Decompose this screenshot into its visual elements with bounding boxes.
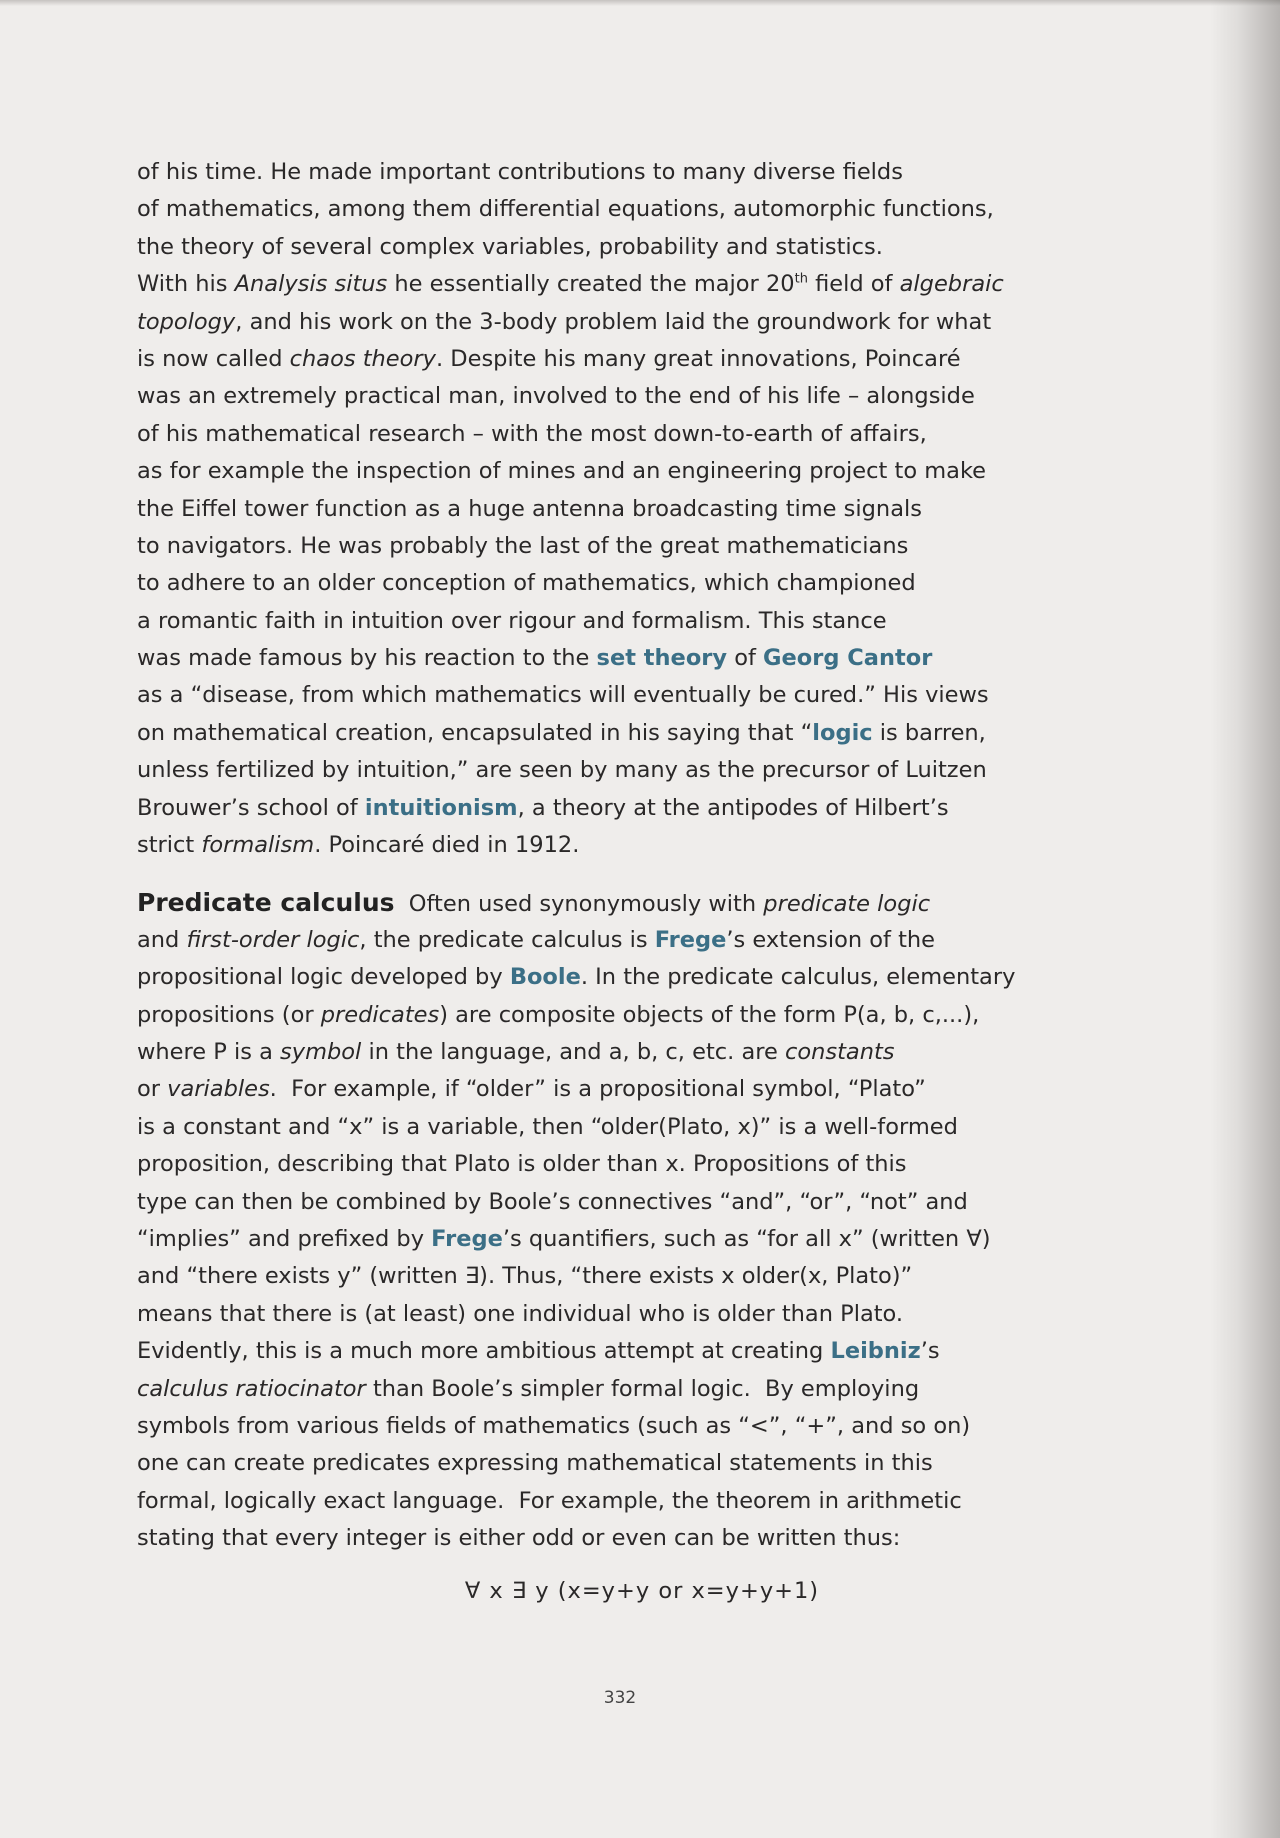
paragraph-poincare xyxy=(137,154,1147,864)
entry-predicate-calculus xyxy=(137,884,1147,1610)
xref-georg-cantor[interactable]: Georg Cantor xyxy=(763,645,933,672)
text-line: a romantic faith in intuition over rigour and formalism. This stance xyxy=(137,607,887,634)
text-line: “implies” and prefixed by Frege’s quantifiers, such as “for all x” (written ∀) xyxy=(137,1225,991,1252)
text-line: type can then be combined by Boole’s connectives “and”, “or”, “not” and xyxy=(137,1188,968,1215)
italic-term: chaos theory xyxy=(289,345,436,372)
text-line: was made famous by his reaction to the set theory of Georg Cantor xyxy=(137,645,933,672)
xref-logic[interactable]: logic xyxy=(812,719,873,746)
italic-term: first-order logic xyxy=(186,926,360,953)
text-line: formal, logically exact language. For example, the theorem in arithmetic xyxy=(137,1487,962,1514)
text-line: propositional logic developed by Boole. In the predicate calculus, elementary xyxy=(137,964,1016,991)
xref-set-theory[interactable]: set theory xyxy=(596,645,728,672)
text-line: calculus ratiocinator than Boole’s simpler formal logic. By employing xyxy=(137,1375,920,1402)
text-line: of mathematics, among them differential equations, automorphic functions, xyxy=(137,196,994,223)
italic-term: symbol xyxy=(280,1038,362,1065)
text-line: of his time. He made important contributions to many diverse fields xyxy=(137,159,903,185)
page-top-edge xyxy=(0,0,1280,6)
xref-boole[interactable]: Boole xyxy=(509,964,581,991)
text-line: stating that every integer is either odd or even can be written thus: xyxy=(137,1525,901,1552)
italic-term: topology xyxy=(137,308,236,335)
italic-term: predicate logic xyxy=(763,891,931,918)
text-line: to adhere to an older conception of mathematics, which championed xyxy=(137,570,916,597)
text-line: unless fertilized by intuition,” are seen by many as the precursor of Luitzen xyxy=(137,757,987,784)
paragraph-gap xyxy=(137,864,1147,884)
text-line: Evidently, this is a much more ambitious attempt at creating Leibniz’s xyxy=(137,1338,940,1365)
binding-shadow xyxy=(1210,0,1280,1838)
text-line: to navigators. He was probably the last of the great mathematicians xyxy=(137,532,909,559)
text-line: means that there is (at least) one individual who is older than Plato. xyxy=(137,1300,904,1327)
text-line: topology, and his work on the 3-body problem laid the groundwork for what xyxy=(137,308,992,335)
xref-leibniz[interactable]: Leibniz xyxy=(830,1338,921,1365)
italic-term: calculus ratiocinator xyxy=(137,1375,366,1402)
page-body xyxy=(137,154,1147,1611)
italic-term: constants xyxy=(784,1038,895,1065)
text-line: as for example the inspection of mines and an engineering project to make xyxy=(137,458,987,485)
text-line: Brouwer’s school of intuitionism, a theory at the antipodes of Hilbert’s xyxy=(137,794,949,821)
text-line: is now called chaos theory. Despite his many great innovations, Poincaré xyxy=(137,345,961,372)
text-line: and first-order logic, the predicate calculus is Frege’s extension of the xyxy=(137,926,936,953)
xref-frege[interactable]: Frege xyxy=(654,926,727,953)
italic-term: algebraic xyxy=(899,271,1004,298)
text-line: or variables. For example, if “older” is a propositional symbol, “Plato” xyxy=(137,1076,926,1103)
text-line: on mathematical creation, encapsulated in his saying that “logic is barren, xyxy=(137,719,986,746)
text-line: was an extremely practical man, involved to the end of his life – alongside xyxy=(137,383,975,410)
text-line: and “there exists y” (written ∃). Thus, “there exists x older(x, Plato)” xyxy=(137,1263,913,1290)
text-line: the Eiffel tower function as a huge antenna broadcasting time signals xyxy=(137,495,922,522)
text-line: proposition, describing that Plato is older than x. Propositions of this xyxy=(137,1151,907,1178)
text-line: With his Analysis situs he essentially created the major 20th field of algebraic xyxy=(137,271,1004,298)
xref-intuitionism[interactable]: intuitionism xyxy=(364,794,518,821)
text-line: propositions (or predicates) are composite objects of the form P(a, b, c,...), xyxy=(137,1001,980,1028)
italic-term: variables xyxy=(167,1076,270,1103)
entry-heading: Predicate calculus xyxy=(137,888,395,918)
text-line: as a “disease, from which mathematics will eventually be cured.” His views xyxy=(137,682,989,709)
text-line: the theory of several complex variables, probability and statistics. xyxy=(137,233,883,260)
xref-frege[interactable]: Frege xyxy=(431,1225,503,1252)
italic-term: formalism xyxy=(201,832,315,859)
text-line: where P is a symbol in the language, and a, b, c, etc. are constants xyxy=(137,1038,895,1065)
formula: ∀ x ∃ y (x=y+y or x=y+y+1) xyxy=(464,1578,820,1605)
italic-term: predicates xyxy=(320,1001,440,1028)
text-line: is a constant and “x” is a variable, then “older(Plato, x)” is a well-formed xyxy=(137,1113,958,1140)
text-line: Predicate calculus Often used synonymously with predicate logic xyxy=(137,888,931,918)
page-number: 332 xyxy=(603,1688,637,1708)
text-line: one can create predicates expressing mathematical statements in this xyxy=(137,1450,933,1477)
text-line: of his mathematical research – with the most down-to-earth of affairs, xyxy=(137,420,927,447)
text-line: strict formalism. Poincaré died in 1912. xyxy=(137,832,580,859)
italic-term: Analysis situs xyxy=(234,271,388,298)
text-line: symbols from various fields of mathematics (such as “<”, “+”, and so on) xyxy=(137,1412,971,1439)
